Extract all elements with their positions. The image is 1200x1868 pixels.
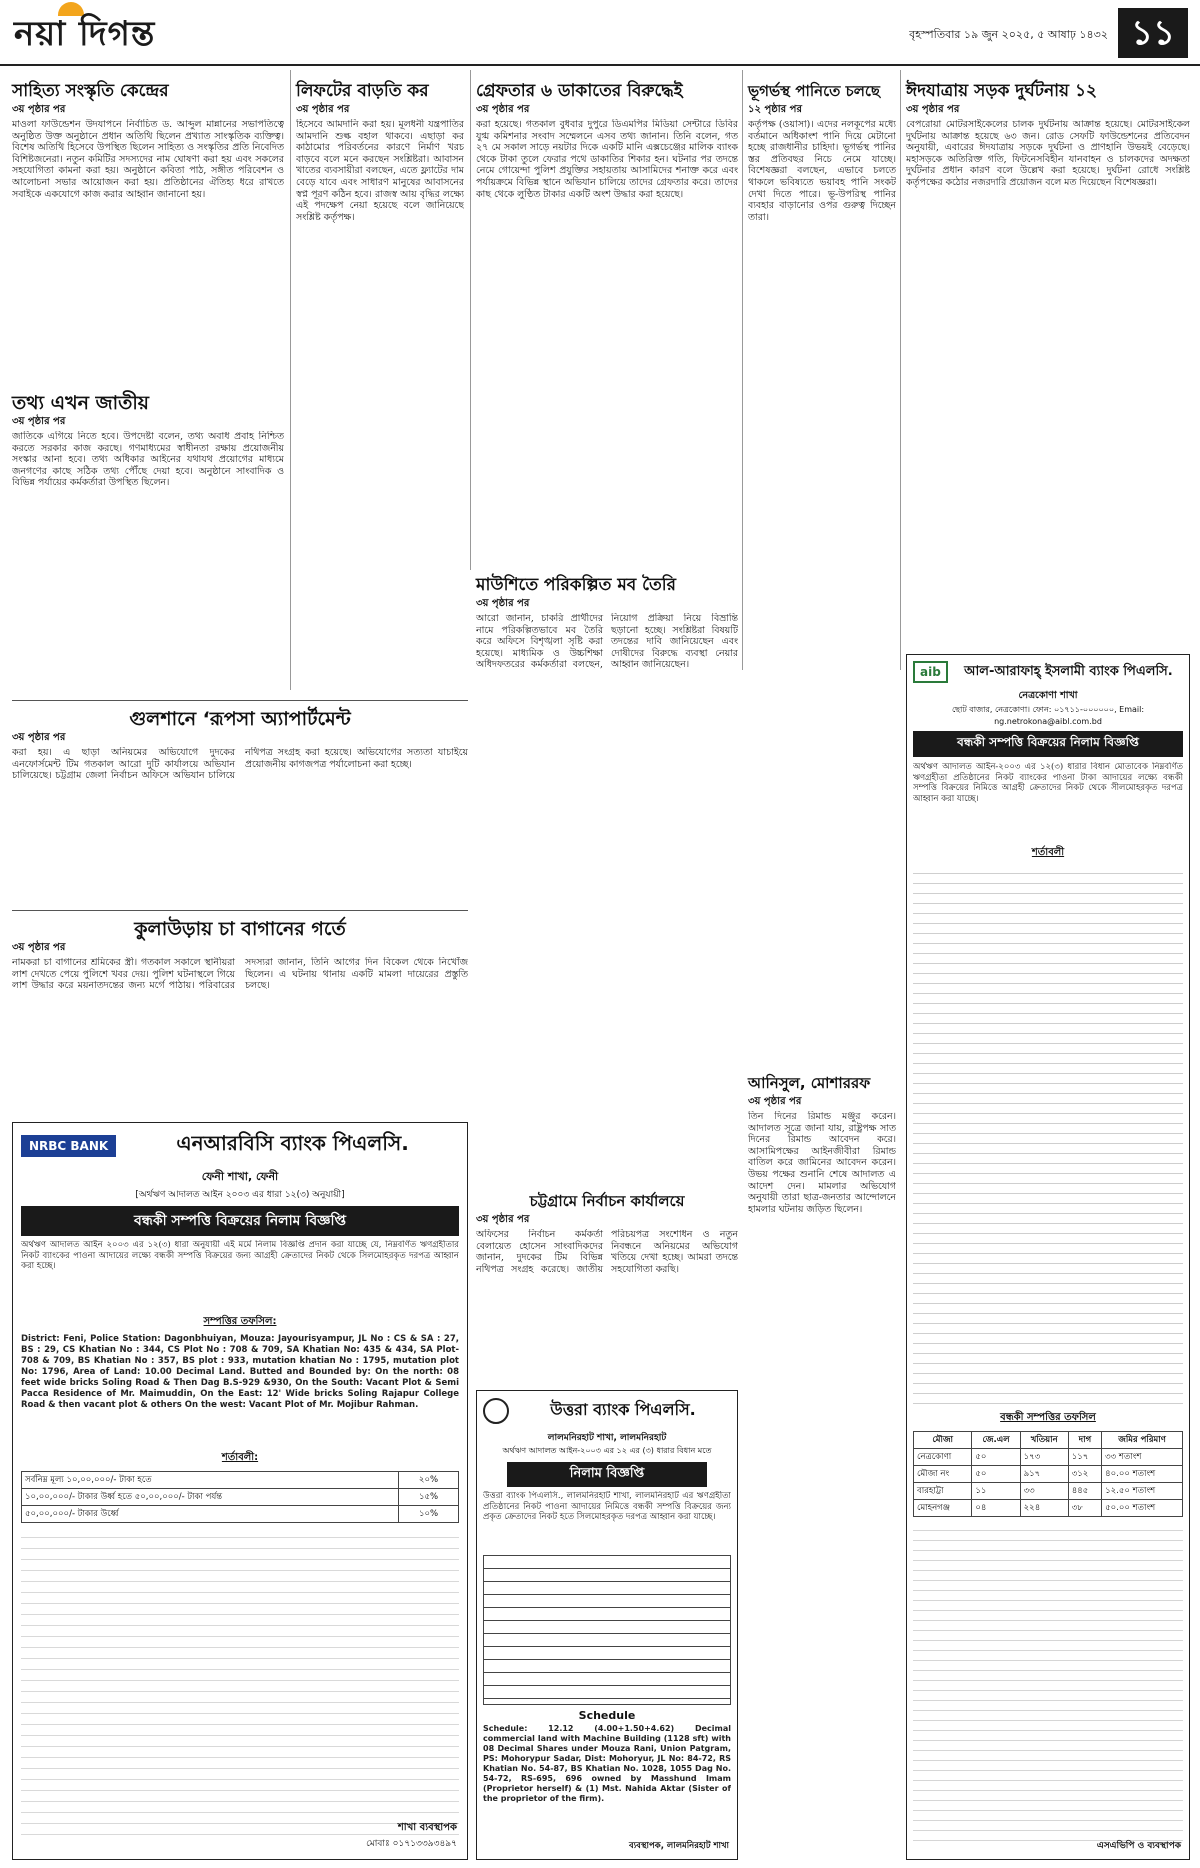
- article-eid: [906, 80, 1190, 684]
- article-mob: [476, 574, 738, 1033]
- divider: [12, 700, 468, 701]
- branch-name: লালমনিরহাট শাখা, লালমনিরহাট: [547, 1433, 667, 1443]
- divider: [12, 910, 468, 911]
- column-header: জমির পরিমাণ: [1102, 1432, 1183, 1449]
- branch-address: ছোট বাজার, নেত্রকোণা। ফোন: ০১৭১১-০০০০০০, Email: ng.netrokona@aibl.com.bd: [951, 705, 1145, 726]
- deposit-table: [21, 1471, 459, 1523]
- aibl-bank-ad: [906, 654, 1190, 1860]
- headline[interactable]: সাহিত্য সংস্কৃতি কেন্দ্রের: [12, 81, 169, 101]
- cell: ০৪: [972, 1500, 1020, 1517]
- act-reference: [অর্থঋণ আদালত আইন ২০০৩ এর ধারা ১২(৩) অনুযায়ী]: [135, 1190, 345, 1200]
- article-body: হিসেবে আমদানি করা হয়। মূলধনী যন্ত্রপাতির আমদানি শুল্ক বহাল থাকবে। এছাড়া কর কাঠামোর পরিবর্তনের কারণে নির্মাণ খরচ বাড়বে বলে মনে করছেন সংশ্লিষ্টরা। আবাসন খাতের ব্যবসায়ীরা বলছেন, এতে ফ্ল্যাটের দাম বেড়ে যাবে এবং সাধারণ মানুষের আবাসনের স্বপ্ন পূরণ কঠিন হবে। রাজস্ব আয় বৃদ্ধির লক্ষ্যে এই পদক্ষেপ নেয়া হয়েছে বলে জানিয়েছে সংশ্লিষ্ট কর্তৃপক্ষ।: [296, 119, 464, 223]
- property-schedule: District: Feni, Police Station: Dagonbhuiyan, Mouza: Jayourisyampur, JL No : CS & SA : 27, BS : 29, CS Khatian No : 344, CS Plot No : 708 & 709, SA Khatian No: 435 & 434, SA Plot-708 & 709, BS Khatian No : 357, BS plot : 933, mutation khatian No : 1795, mutation plot No: 1796, Area of Land: 10.00 Decimal Land. Butted and Bounded by: On the north: 08 feet wide bricks Soling Road & Then Dag B.S-929 &930, On the South: Vacant Plot & Semi Pacca Residence of Mr. Maimuddin, On the East: 12' Wide bricks Soling Rajapur College Road & then vacant plot & others On the west: Vacant Plot of Mr. Mojibur Rahman.: [21, 1334, 459, 1410]
- cell: ২২৪: [1020, 1500, 1068, 1517]
- deposit-desc: ৫০,০০,০০০/- টাকার উর্ধ্বে: [22, 1506, 399, 1523]
- signature: এসএভিপি ও ব্যবস্থাপক: [1096, 1841, 1181, 1851]
- notice-body: উত্তরা ব্যাংক পিএলসি., লালমনিরহাট শাখা, লালমনিরহাট এর ঋণগ্রহীতা প্রতিষ্ঠানের নিকট পাওনা আদায়ের নিমিত্তে বন্ধকী সম্পত্তি বিক্রয়ের জন্য প্রকৃত ক্রেতাদের নিকট হতে সিলমোহরকৃত দরপত্র আহ্বান করা যাচ্ছে।: [483, 1491, 731, 1523]
- column-rule: [470, 70, 471, 570]
- schedule-table: [913, 1431, 1183, 1517]
- deposit-desc: ১০,০০,০০০/- টাকার উর্ধ্ব হতে ৫০,০০,০০০/- টাকা পর্যন্ত: [22, 1489, 399, 1506]
- table-row: [22, 1489, 459, 1506]
- cell: ৪০.০০ শতাংশ: [1102, 1466, 1183, 1483]
- continued-label: ৩য় পৃষ্ঠার পর: [12, 416, 66, 427]
- article-body: করা হয়। এ ছাড়া অনিয়মের অভিযোগে দুদকের এনফোর্সমেন্ট টিম গতকাল আরো দুটি কার্যালয়ে অভিযান চালিয়েছে। চট্টগ্রাম জেলা নির্বাচন অফিসে অভিযান চালিয়ে নথিপত্র সংগ্রহ করা হয়েছে। অভিযোগের সত্যতা যাচাইয়ে প্রয়োজনীয় কাগজপত্র পর্যালোচনা করা হচ্ছে।: [12, 747, 468, 782]
- notice-title: বন্ধকী সম্পত্তি বিক্রয়ের নিলাম বিজ্ঞপ্তি: [21, 1206, 459, 1236]
- notice-body: অর্থঋণ আদালত আইন ২০০৩ এর ১২(৩) ধারা অনুযায়ী এই মর্মে নিলাম বিজ্ঞপ্তি প্রদান করা যাচ্ছে যে, নিম্নবর্ণিত ঋণগ্রহীতার নিকট ব্যাংকের পাওনা আদায়ের লক্ষ্যে বন্ধকী সম্পত্তি বিক্রয়ের জন্য আগ্রহী ক্রেতাদের নিকট থেকে সিলমোহরকৃত দরপত্র আহ্বান করা হচ্ছে।: [21, 1240, 459, 1272]
- deposit-pct: ১০%: [399, 1506, 459, 1523]
- cell: ৪৪৫: [1068, 1483, 1101, 1500]
- article-body: বেপরোয়া মোটরসাইকেলের চালক দুর্ঘটনায় আক্রান্ত হয়েছে। মোটরসাইকেল দুর্ঘটনায় আক্রান্ত হয়েছে ৬৩ জন। রোড সেফটি ফাউন্ডেশনের প্রতিবেদন অনুযায়ী, এবারের ঈদযাত্রায় সড়কে দুর্ঘটনা ও প্রাণহানি উভয়ই বেড়েছে। মহাসড়কে অতিরিক্ত গতি, ফিটনেসবিহীন যানবাহন ও চালকদের অদক্ষতা দুর্ঘটনার প্রধান কারণ বলে উল্লেখ করা হয়েছে। দুর্ঘটনা রোধে সংশ্লিষ্ট কর্তৃপক্ষের কঠোর নজরদারি প্রয়োজন বলে মত দিয়েছেন বিশেষজ্ঞরা।: [906, 119, 1190, 188]
- article-body: তিন দিনের রিমান্ড মঞ্জুর করেন। আদালত সূত্রে জানা যায়, রাষ্ট্রপক্ষ সাত দিনের রিমান্ড আবেদন করে। আসামিপক্ষের আইনজীবীরা রিমান্ড বাতিল করে জামিনের আবেদন করেন। উভয় পক্ষের শুনানি শেষে আদালত এ আদেশ দেন। মামলার অভিযোগ অনুযায়ী তারা ছাত্র-জনতার আন্দোলনে হামলার ঘটনায় জড়িত ছিলেন।: [748, 1111, 896, 1215]
- article-ctg: [476, 1190, 738, 1419]
- cell: ৫০: [972, 1466, 1020, 1483]
- headline[interactable]: আনিসুল, মোশাররফ: [748, 1074, 871, 1092]
- continued-label: ৩য় পৃষ্ঠার পর: [906, 104, 960, 115]
- terms-title: শর্তাবলী:: [221, 1452, 259, 1463]
- nrbc-logo: NRBC BANK: [21, 1135, 116, 1157]
- table-row: [914, 1466, 1183, 1483]
- headline[interactable]: চট্টগ্রামে নির্বাচন কার্যালয়ে: [529, 1192, 685, 1210]
- bank-name: উত্তরা ব্যাংক পিএলসি.: [550, 1400, 696, 1419]
- cell: মৌজা নং: [914, 1466, 972, 1483]
- article-body: আরো জানান, চাকরি প্রার্থীদের নামে পরিকল্পিতভাবে মব তৈরি করে অফিসে বিশৃঙ্খলা সৃষ্টি করা হয়েছে। মাধ্যমিক ও উচ্চশিক্ষা অধিদফতরের কর্মকর্তারা বলছেন, নিয়োগ প্রক্রিয়া নিয়ে বিভ্রান্তি ছড়ানো হচ্ছে। সংশ্লিষ্টরা বিষয়টি তদন্তের দাবি জানিয়েছেন এবং দোষীদের বিরুদ্ধে ব্যবস্থা নেয়ার আহ্বান জানিয়েছেন।: [476, 613, 738, 671]
- schedule-title: বন্ধকী সম্পত্তির তফসিল: [1000, 1412, 1096, 1423]
- table-row: [914, 1500, 1183, 1517]
- column-rule: [290, 70, 291, 690]
- page-number: ১১: [1118, 8, 1188, 58]
- cell: মোহনগঞ্জ: [914, 1500, 972, 1517]
- column-header: খতিয়ান: [1020, 1432, 1068, 1449]
- newspaper-logo[interactable]: নয়া দিগন্ত: [14, 14, 156, 54]
- cell: ৩১২: [1068, 1466, 1101, 1483]
- continued-label: ৩য় পৃষ্ঠার পর: [12, 732, 66, 743]
- cell: ৩৩: [1020, 1483, 1068, 1500]
- terms-body: [913, 866, 1183, 1406]
- column-header: দাগ: [1068, 1432, 1101, 1449]
- column-rule: [742, 70, 743, 670]
- article-lift: [296, 80, 464, 709]
- cell: ৫০.০০ শতাংশ: [1102, 1500, 1183, 1517]
- table-row: [22, 1506, 459, 1523]
- deposit-pct: ১৫%: [399, 1489, 459, 1506]
- branch-name: নেত্রকোণা শাখা: [1018, 690, 1078, 701]
- bank-name: আল-আরাফাহ্ ইসলামী ব্যাংক পিএলসি.: [964, 663, 1173, 679]
- cell: বারহাট্টা: [914, 1483, 972, 1500]
- article-body: অফিসের নির্বাচন কর্মকর্তা বেলায়েত হোসেন সাংবাদিকদের জানান, দুদকের টিম বিভিন্ন নথিপত্র সংগ্রহ করেছে। জাতীয় পরিচয়পত্র সংশোধন ও নতুন নিবন্ধনে অনিয়মের অভিযোগ খতিয়ে দেখা হচ্ছে। আমরা তদন্তে সহযোগিতা করছি।: [476, 1229, 738, 1275]
- signature: শাখা ব্যবস্থাপক: [397, 1822, 457, 1833]
- article-kulaura: [12, 918, 468, 1147]
- article-body: মাওলা ফাউন্ডেশন উদযাপনে নির্বাচিত ড. আব্দুল মান্নানের সভাপতিত্বে অনুষ্ঠিত উক্ত অনুষ্ঠানে প্রধান অতিথি ছিলেন প্রখ্যাত সাংস্কৃতিক ব্যক্তিত্ব। বিশেষ অতিথি হিসেবে উপস্থিত ছিলেন সাহিত্য ও সংস্কৃতির প্রতি নিবেদিত বিশিষ্টজনেরা। নতুন কমিটির সদস্যদের নাম ঘোষণা করা হয় এবং সকলের সহযোগিতা কামনা করা হয়। অনুষ্ঠানে কবিতা পাঠ, সঙ্গীত পরিবেশন ও আলোচনা সভার আয়োজন করা হয়। প্রতিষ্ঠানের ঐতিহ্য ধরে রাখতে সবাইকে একযোগে কাজ করার আহ্বান জানানো হয়।: [12, 119, 284, 200]
- continued-label: ৩য় পৃষ্ঠার পর: [12, 104, 66, 115]
- cell: ১১: [972, 1483, 1020, 1500]
- headline[interactable]: ভূগর্ভস্থ পানিতে চলছে: [748, 82, 881, 100]
- schedule-details: [913, 1523, 1183, 1843]
- cell: নেত্রকোণা: [914, 1449, 972, 1466]
- table-header-row: [914, 1432, 1183, 1449]
- headline[interactable]: লিফটের বাড়তি কর: [296, 81, 429, 101]
- cell: ৫০: [972, 1449, 1020, 1466]
- article-body: কর্তৃপক্ষ (ওয়াসা)। এদের নলকূপের মধ্যে বর্তমানে অধিকাংশ পানি দিয়ে মেটানো হচ্ছে রাজধানীর চাহিদা। ভূগর্ভস্থ পানির স্তর প্রতিবছর নিচে নেমে যাচ্ছে। বিশেষজ্ঞরা বলছেন, এভাবে চলতে থাকলে ভবিষ্যতে ভয়াবহ পানি সংকট দেখা দিতে পারে। ভূ-উপরিস্থ পানির ব্যবহার বাড়ানোর ওপর গুরুত্ব দিচ্ছেন তারা।: [748, 119, 896, 223]
- cell: ৩৮: [1068, 1500, 1101, 1517]
- deposit-pct: ২০%: [399, 1472, 459, 1489]
- article-sahitya: [12, 80, 284, 369]
- article-body: জাতিকে এগিয়ে নিতে হবে। উপদেষ্টা বলেন, তথ্য অবাধ প্রবাহ নিশ্চিত করতে সরকার কাজ করছে। গণমাধ্যমের স্বাধীনতা রক্ষায় প্রয়োজনীয় সংস্কার আনা হবে। তথ্য অধিকার আইনের যথাযথ প্রয়োগের মাধ্যমে জনগণের কাছে সঠিক তথ্য পৌঁছে দেয়া হবে। অনুষ্ঠানে সাংবাদিক ও বিভিন্ন পর্যায়ের কর্মকর্তারা উপস্থিত ছিলেন।: [12, 431, 284, 489]
- terms-body: [21, 1529, 459, 1839]
- date-line: বৃহস্পতিবার ১৯ জুন ২০২৫, ৫ আষাঢ় ১৪৩২: [909, 28, 1108, 41]
- headline[interactable]: তথ্য এখন জাতীয়: [12, 392, 149, 414]
- terms-title: শর্তাবলী: [1031, 847, 1065, 858]
- deposit-desc: সর্বনিম্ন মূল্য ১০,০০,০০০/- টাকা হতে: [22, 1472, 399, 1489]
- continued-label: ৩য় পৃষ্ঠার পর: [296, 104, 350, 115]
- headline[interactable]: কুলাউড়ায় চা বাগানের গর্তে: [134, 918, 346, 940]
- continued-label: ৩য় পৃষ্ঠার পর: [748, 1096, 802, 1107]
- column-header: জে.এল: [972, 1432, 1020, 1449]
- article-body: নামকরা চা বাগানের শ্রমিকের স্ত্রী। গতকাল সকালে স্থানীয়রা লাশ দেখতে পেয়ে পুলিশে খবর দেয়। পুলিশ ঘটনাস্থলে গিয়ে লাশ উদ্ধার করে ময়নাতদন্তের জন্য মর্গে পাঠায়। পরিবারের সদস্যরা জানান, তিনি আগের দিন বিকেল থেকে নিখোঁজ ছিলেন। এ ঘটনায় থানায় একটি মামলা দায়েরের প্রস্তুতি চলছে।: [12, 957, 468, 992]
- cell: ১১৭: [1068, 1449, 1101, 1466]
- column-header: মৌজা: [914, 1432, 972, 1449]
- uttara-logo-icon: [483, 1398, 509, 1424]
- property-schedule-title: সম্পত্তির তফসিল:: [203, 1316, 277, 1327]
- continued-label: ৩য় পৃষ্ঠার পর: [12, 942, 66, 953]
- aib-logo: aib: [913, 661, 948, 683]
- uttara-bank-ad: [476, 1390, 738, 1860]
- headline[interactable]: গ্রেফতার ৬ ডাকাতের বিরুদ্ধেই: [476, 81, 683, 101]
- cell: ১২.৫০ শতাংশ: [1102, 1483, 1183, 1500]
- headline[interactable]: গুলশানে ‘রূপসা অ্যাপার্টমেন্ট: [129, 708, 351, 730]
- notice-title: বন্ধকী সম্পত্তি বিক্রয়ের নিলাম বিজ্ঞপ্তি: [913, 731, 1183, 757]
- act-reference: অর্থঋণ আদালত আইন-২০০৩ এর ১২ এর (৩) ধারার বিধান মতে: [502, 1446, 712, 1455]
- continued-label: ৩য় পৃষ্ঠার পর: [476, 104, 530, 115]
- signature: ব্যবস্থাপক, লালমনিরহাট শাখা: [628, 1841, 729, 1851]
- nrbc-bank-ad: [12, 1122, 468, 1860]
- branch-name: ফেনী শাখা, ফেনী: [201, 1170, 279, 1183]
- table-row: [914, 1483, 1183, 1500]
- schedule-body: Schedule: 12.12 (4.00+1.50+4.62) Decimal commercial land with Machine Building (1128 sft) with 08 Decimal Shares under Mouza Rani, Union Patgram, PS: Mohorypur Sadar, Dist: Mohoryur, JL No: 84-72, RS Khatian No. 54-87, BS Khatian No. 1028, 1055 Dag No. 54-72, RS-695, 696 owned by Masshund Imam (Proprietor herself) & (1) Mst. Nahida Aktar (Sister of the proprietor of the firm).: [483, 1724, 731, 1803]
- phone: মোবাঃ ০১৭১৩৩৯৩৪৯৭: [366, 1839, 457, 1849]
- column-rule: [900, 70, 901, 670]
- headline[interactable]: মাউশিতে পরিকল্পিত মব তৈরি: [476, 575, 677, 595]
- headline[interactable]: ঈদযাত্রায় সড়ক দুর্ঘটনায় ১২: [906, 81, 1098, 101]
- table-row: [22, 1472, 459, 1489]
- cell: ৯১৭: [1020, 1466, 1068, 1483]
- article-tothyo: [12, 392, 284, 696]
- article-dakat: [476, 80, 738, 559]
- article-body: করা হয়েছে। গতকাল বুধবার দুপুরে ডিএমপির মিডিয়া সেন্টারে ডিবির যুগ্ম কমিশনার সংবাদ সম্মেলনে এসব তথ্য জানান। তিনি বলেন, গত ২৭ মে সকাল সাড়ে নয়টার দিকে একটি মানি এক্সচেঞ্জের মালিক ব্যাংক থেকে টাকা তুলে ফেরার পথে ডাকাতির শিকার হন। ঘটনার পর তদন্তে নেমে গোয়েন্দা পুলিশ প্রযুক্তির সহায়তায় আসামিদের শনাক্ত করে এবং পর্যায়ক্রমে বিভিন্ন স্থানে অভিযান চালিয়ে তাদের গ্রেফতার করে। তাদের কাছ থেকে লুণ্ঠিত টাকার একটি অংশ উদ্ধার করা হয়েছে।: [476, 119, 738, 200]
- bank-name: এনআরবিসি ব্যাংক পিএলসি.: [176, 1131, 409, 1155]
- continued-label: ৩য় পৃষ্ঠার পর: [476, 598, 530, 609]
- cell: ৩৩ শতাংশ: [1102, 1449, 1183, 1466]
- notice-title: নিলাম বিজ্ঞপ্তি: [507, 1462, 707, 1487]
- notice-body: অর্থঋণ আদালত আইন-২০০৩ এর ১২(৩) ধারার বিধান মোতাবেক নিম্নবর্ণিত ঋণগ্রহীতা প্রতিষ্ঠানের নিকট ব্যাংকের পাওনা টাকা আদায়ের লক্ষ্যে বন্ধকী সম্পত্তি বিক্রয়ের নিমিত্তে আগ্রহী ক্রেতাদের নিকট থেকে সীলমোহরকৃত দরপত্র আহ্বান করা যাচ্ছে।: [913, 762, 1183, 804]
- cell: ১৭৩: [1020, 1449, 1068, 1466]
- table-row: [914, 1449, 1183, 1466]
- auction-table: [483, 1555, 731, 1705]
- schedule-title: Schedule: [578, 1709, 636, 1722]
- continued-label: ৩য় পৃষ্ঠার পর: [476, 1214, 530, 1225]
- continued-label: ১২ পৃষ্ঠার পর: [748, 104, 802, 115]
- article-anisul: [748, 1072, 896, 1868]
- article-vugarbha: [748, 80, 896, 1079]
- article-gulshan: [12, 708, 468, 917]
